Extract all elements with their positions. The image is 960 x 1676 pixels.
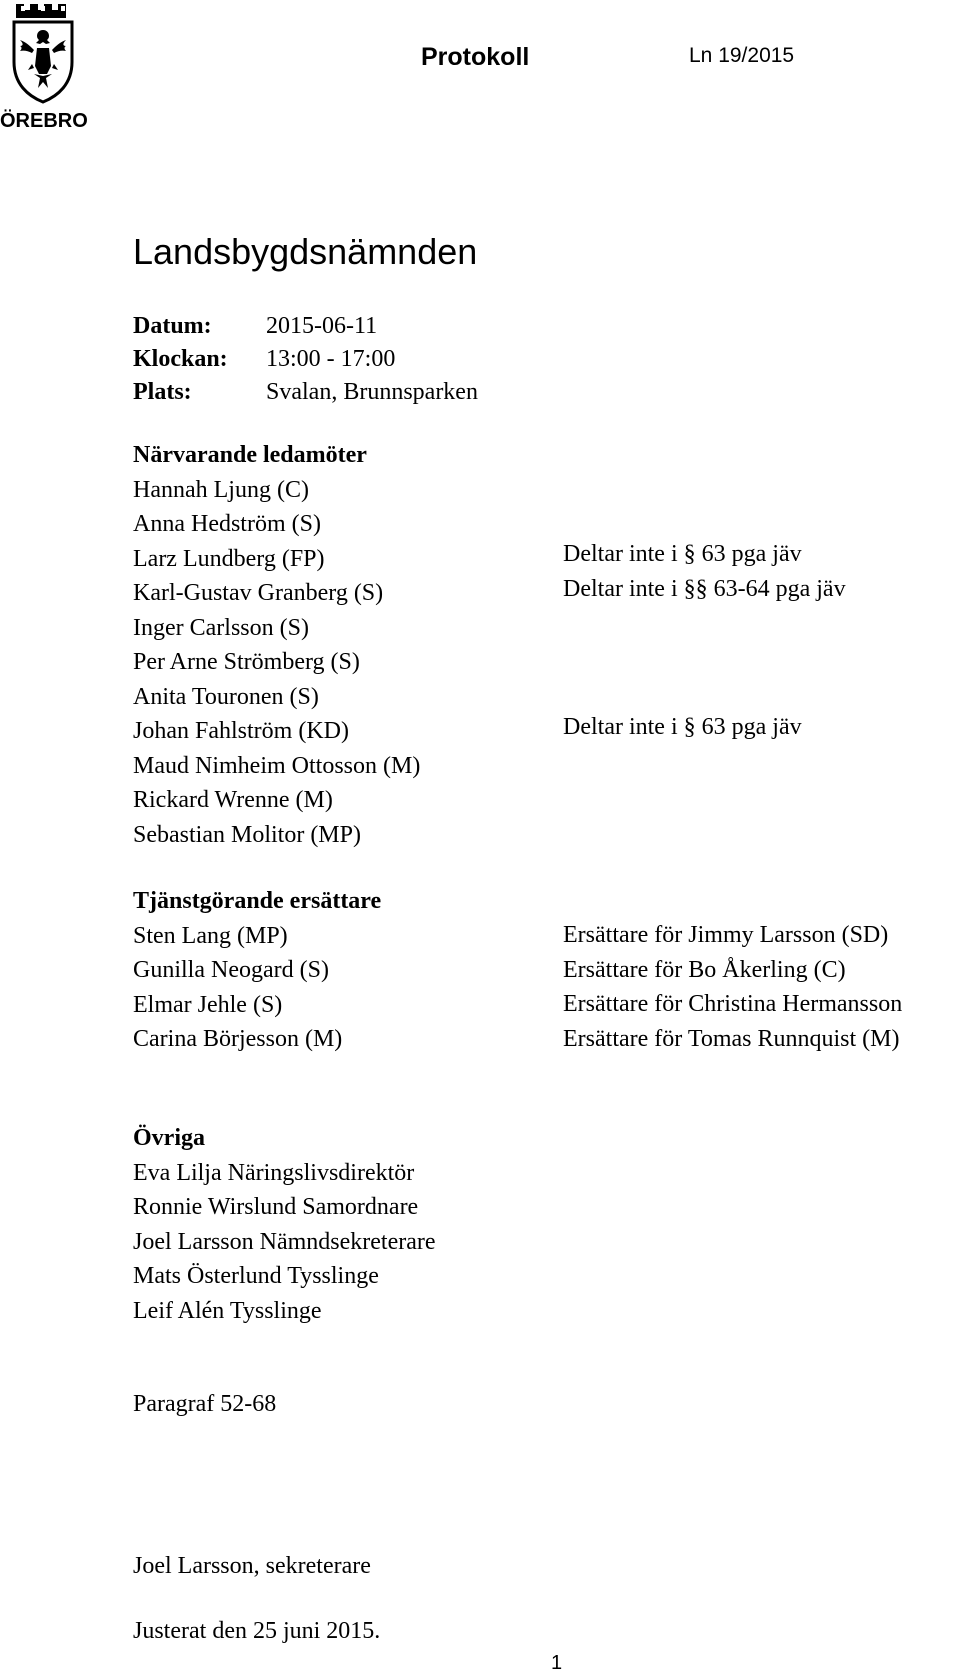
document-type: Protokoll [421, 43, 530, 71]
substitutes-section [133, 884, 381, 1057]
page-number: 1 [551, 1652, 563, 1674]
list-item: Anna Hedström (S) [133, 511, 321, 537]
substitute-note: Ersättare för Tomas Runnquist (M) [563, 1025, 900, 1052]
list-item: Elmar Jehle (S) [133, 991, 283, 1018]
list-item: Anita Touronen (S) [133, 683, 319, 710]
place-label: Plats: [133, 379, 192, 405]
substitute-note: Ersättare för Christina Hermansson [563, 991, 903, 1017]
substitute-note: Ersättare för Jimmy Larsson (SD) [563, 922, 889, 948]
date-value: 2015-06-11 [266, 313, 378, 339]
list-item: Leif Alén Tysslinge [133, 1297, 322, 1324]
list-item: Per Arne Strömberg (S) [133, 649, 360, 675]
list-item: Hannah Ljung (C) [133, 476, 309, 503]
substitute-note: Ersättare för Bo Åkerling (C) [563, 956, 846, 983]
paragraph-range: Paragraf 52-68 [133, 1391, 277, 1417]
member-note: Deltar inte i § 63 pga jäv [563, 541, 802, 567]
time-row [133, 343, 478, 376]
time-value: 13:00 - 17:00 [266, 346, 396, 372]
list-item: Eva Lilja Näringslivsdirektör [133, 1159, 415, 1186]
list-item: Johan Fahlström (KD) [133, 718, 349, 744]
list-item: Sten Lang (MP) [133, 922, 288, 949]
others-section [133, 1121, 436, 1328]
list-item: Inger Carlsson (S) [133, 614, 309, 641]
list-item: Karl-Gustav Granberg (S) [133, 580, 384, 606]
others-heading: Övriga [133, 1125, 205, 1151]
page-title: Landsbygdsnämnden [133, 231, 478, 272]
member-note: Deltar inte i §§ 63-64 pga jäv [563, 576, 846, 602]
meeting-details [133, 310, 478, 409]
logo-text: ÖREBRO [0, 110, 88, 132]
adjusted-date: Justerat den 25 juni 2015. [133, 1618, 381, 1644]
list-item: Carina Börjesson (M) [133, 1026, 343, 1052]
date-label: Datum: [133, 313, 212, 339]
list-item: Maud Nimheim Ottosson (M) [133, 752, 421, 779]
list-item: Larz Lundberg (FP) [133, 545, 325, 572]
members-section [133, 438, 420, 852]
time-label: Klockan: [133, 346, 228, 372]
member-note: Deltar inte i § 63 pga jäv [563, 714, 802, 740]
place-row [133, 376, 478, 409]
substitutes-notes [563, 918, 902, 1056]
eagle-crest-icon [4, 0, 82, 112]
secretary-signature: Joel Larsson, sekreterare [133, 1553, 371, 1579]
list-item: Joel Larsson Nämndsekreterare [133, 1228, 436, 1255]
members-heading: Närvarande ledamöter [133, 442, 367, 468]
list-item: Rickard Wrenne (M) [133, 787, 333, 813]
substitutes-heading: Tjänstgörande ersättare [133, 888, 382, 914]
list-item: Mats Österlund Tysslinge [133, 1263, 379, 1289]
date-row [133, 310, 478, 343]
reference-number: Ln 19/2015 [689, 44, 795, 67]
list-item: Gunilla Neogard (S) [133, 957, 329, 983]
list-item: Ronnie Wirslund Samordnare [133, 1194, 419, 1220]
place-value: Svalan, Brunnsparken [266, 379, 478, 405]
list-item: Sebastian Molitor (MP) [133, 821, 361, 848]
